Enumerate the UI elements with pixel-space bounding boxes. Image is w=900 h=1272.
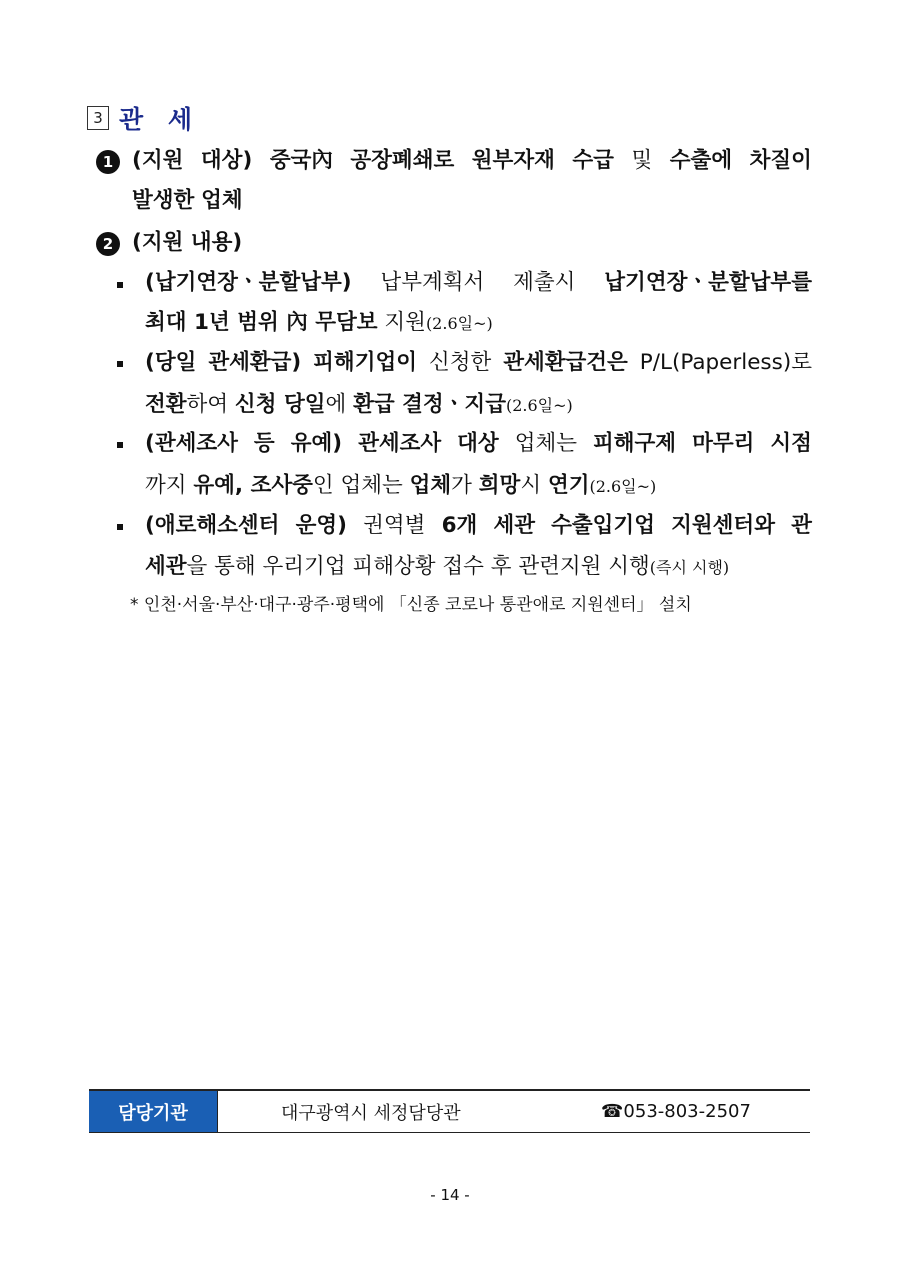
bullet-marker	[117, 442, 123, 448]
item-1-line-1: (지원 대상) 중국內 공장폐쇄로 원부자재 수급 및 수출에 차질이	[132, 148, 812, 173]
item-1-marker: 1	[96, 150, 120, 174]
bullet-3-line-1: (관세조사 등 유예) 관세조사 대상 업체는 피해구제 마무리 시점	[145, 431, 812, 456]
section-header	[87, 100, 200, 136]
bullet-marker	[117, 524, 123, 530]
contact-label: 담당기관	[89, 1091, 218, 1132]
item-2-label: (지원 내용)	[132, 230, 243, 255]
bullet-4-line-2: 세관을 통해 우리기업 피해상황 접수 후 관련지원 시행(즉시 시행)	[145, 554, 730, 579]
bullet-2-line-2: 전환하여 신청 당일에 환급 결정ㆍ지급(2.6일~)	[145, 392, 573, 417]
section-title: 관 세	[119, 105, 201, 134]
item-2-marker: 2	[96, 232, 120, 256]
item-1-line-2: 발생한 업체	[132, 188, 243, 213]
section-number: 3	[87, 106, 109, 130]
phone-icon: ☎	[601, 1101, 624, 1122]
footnote: * 인천·서울·부산·대구·광주·평택에 「신종 코로나 통관애로 지원센터」 설치	[130, 595, 692, 615]
contact-bar	[89, 1089, 810, 1133]
bullet-2-line-1: (당일 관세환급) 피해기업이 신청한 관세환급건은 P/L(Paperless)로	[145, 350, 812, 375]
bullet-marker	[117, 361, 123, 367]
bullet-marker	[117, 282, 123, 288]
contact-phone: ☎053-803-2507	[601, 1101, 751, 1122]
bullet-1-line-2: 최대 1년 범위 內 무담보 지원(2.6일~)	[145, 310, 493, 335]
bullet-4-line-1: (애로해소센터 운영) 권역별 6개 세관 수출입기업 지원센터와 관	[145, 513, 812, 538]
page-number: - 14 -	[430, 1186, 470, 1204]
bullet-1-line-1: (납기연장ㆍ분할납부) 납부계획서 제출시 납기연장ㆍ분할납부를	[145, 270, 812, 295]
contact-org: 대구광역시 세정담당관	[281, 1102, 461, 1124]
bullet-3-line-2: 까지 유예, 조사중인 업체는 업체가 희망시 연기(2.6일~)	[145, 473, 657, 498]
